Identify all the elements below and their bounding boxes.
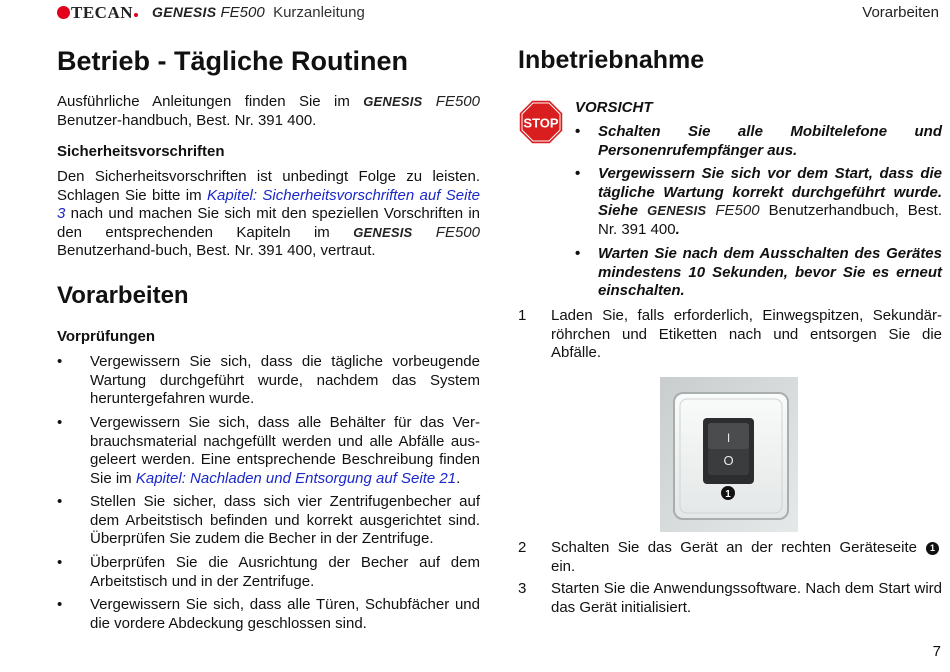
model-name: FE500 — [220, 4, 265, 21]
prep-heading: Vorarbeiten — [57, 282, 189, 309]
caution-label: VORSICHT — [575, 99, 653, 116]
header-section: Vorarbeiten — [862, 4, 939, 21]
refill-chapter-link[interactable]: Kapitel: Nachladen und Entsorgung auf Seite 21 — [135, 469, 457, 487]
page-header — [0, 0, 950, 26]
power-switch-illustration — [660, 377, 798, 532]
switch-on-symbol: I — [726, 431, 731, 445]
switch-off-symbol: O — [723, 453, 734, 468]
safety-paragraph: Den Sicherheitsvorschriften ist unbedingt Folge zu leisten. Schlagen Sie bitte im Kapitel: Sicherheitsvorschriften auf Seite 3 nach und machen Sie sich mit den speziellen Vorschriften in den entsprechenden Kapiteln im GENESIS FE500 Benutzerhand-buch, Best. Nr. 391 400, vertraut. — [57, 168, 480, 259]
safety-chapter-link[interactable]: Kapitel: Sicherheitsvorschriften auf Seite 3 — [57, 186, 480, 222]
stop-sign-icon — [518, 99, 564, 145]
intro-paragraph: Ausführliche Anleitungen finden Sie im GENESIS FE500 Benutzer-handbuch, Best. Nr. 391 400. — [57, 93, 480, 129]
callout-1-icon: 1 — [926, 542, 939, 555]
page-title: Betrieb - Tägliche Routinen — [57, 46, 409, 76]
power-switch-photo — [660, 377, 798, 532]
photo-callout-1: 1 — [725, 489, 731, 500]
page-number: 7 — [932, 643, 941, 660]
section-title: Inbetriebnahme — [518, 46, 705, 74]
tecan-logo-mark-icon — [57, 6, 70, 19]
tecan-logo: TECAN — [57, 3, 138, 23]
stop-sign-label: STOP — [523, 115, 559, 131]
precheck-heading: Vorprüfungen — [57, 328, 156, 345]
safety-heading: Sicherheitsvorschriften — [57, 143, 225, 160]
document-title — [152, 4, 365, 21]
genesis-brand: GENESIS — [152, 4, 217, 20]
doc-title: Kurzanleitung — [273, 4, 365, 21]
